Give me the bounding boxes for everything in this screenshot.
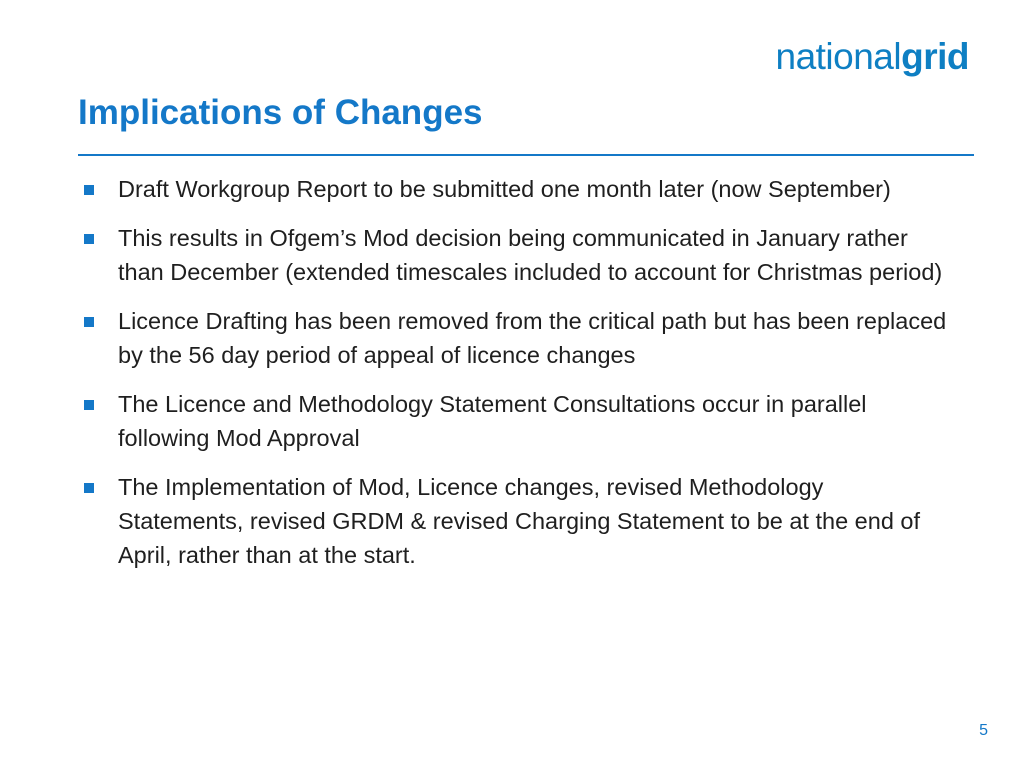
bullet-text: The Implementation of Mod, Licence changes, revised Methodology Statements, revised GRDM & revised Charging Statement to be at the end of April, rather than at the start. (118, 474, 921, 568)
square-bullet-icon (84, 483, 94, 493)
square-bullet-icon (84, 317, 94, 327)
slide-title: Implications of Changes (78, 93, 483, 132)
bullet-text: The Licence and Methodology Statement Consultations occur in parallel following Mod Approval (118, 391, 867, 451)
bullet-text: Licence Drafting has been removed from the critical path but has been replaced by the 56 day period of appeal of licence changes (118, 308, 947, 368)
title-divider (78, 154, 974, 156)
page-number: 5 (979, 722, 988, 739)
bullet-item (82, 172, 952, 206)
logo-text-bold: grid (901, 36, 969, 77)
bullet-item (82, 221, 952, 289)
bullet-text: This results in Ofgem’s Mod decision being communicated in January rather than December (extended timescales included to account for Christmas period) (118, 225, 943, 285)
logo-text-light: national (775, 36, 902, 77)
square-bullet-icon (84, 400, 94, 410)
bullet-list (82, 172, 952, 587)
bullet-item (82, 304, 952, 372)
bullet-item (82, 470, 952, 572)
square-bullet-icon (84, 234, 94, 244)
bullet-item (82, 387, 952, 455)
bullet-text: Draft Workgroup Report to be submitted one month later (now September) (118, 176, 891, 202)
national-grid-logo (776, 36, 970, 78)
square-bullet-icon (84, 185, 94, 195)
